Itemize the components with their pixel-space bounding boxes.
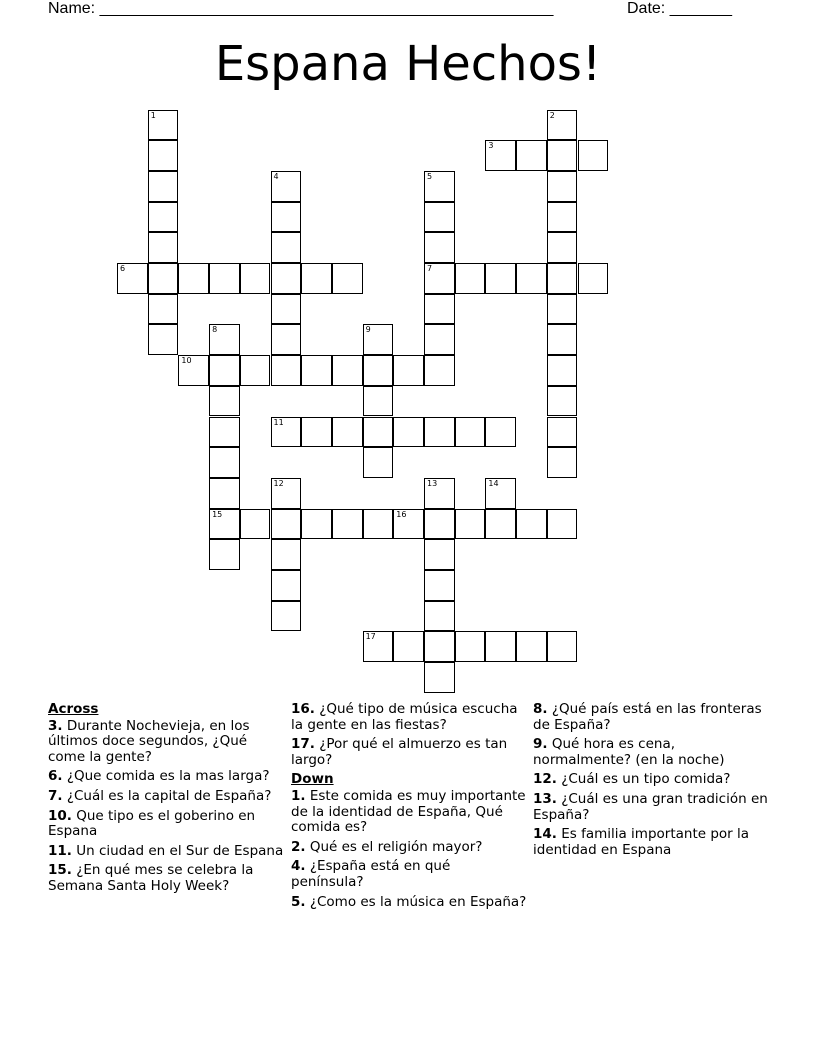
date-field-label: Date: _______ — [627, 0, 732, 17]
crossword-cell[interactable] — [363, 447, 394, 478]
crossword-cell[interactable] — [547, 447, 578, 478]
crossword-cell[interactable] — [363, 324, 394, 355]
crossword-cell[interactable] — [547, 140, 578, 171]
crossword-cell[interactable] — [547, 631, 578, 662]
crossword-cell[interactable] — [516, 263, 547, 294]
crossword-cell[interactable] — [547, 324, 578, 355]
clue-number: 3 — [488, 141, 494, 151]
crossword-cell[interactable] — [424, 232, 455, 263]
clue-number: 5 — [427, 171, 433, 181]
clue-item-number: 6. — [48, 768, 63, 785]
crossword-cell[interactable] — [424, 662, 455, 693]
crossword-cell[interactable] — [271, 171, 302, 202]
crossword-cell[interactable] — [424, 294, 455, 325]
crossword-cell[interactable] — [393, 631, 424, 662]
crossword-cell[interactable] — [547, 509, 578, 540]
crossword-cell[interactable] — [424, 171, 455, 202]
clue-item-number: 11. — [48, 842, 72, 859]
clue-item-text: Un ciudad en el Sur de Espana — [71, 842, 284, 859]
crossword-cell[interactable] — [301, 509, 332, 540]
clue-item-text: ¿España está en qué península? — [291, 858, 451, 890]
crossword-cell[interactable] — [301, 417, 332, 448]
clues-column-3 — [533, 702, 769, 862]
clue-item — [291, 895, 527, 911]
crossword-cell[interactable] — [424, 601, 455, 632]
crossword-cell[interactable] — [424, 202, 455, 233]
crossword-cell[interactable] — [547, 263, 578, 294]
crossword-cell[interactable] — [547, 110, 578, 141]
crossword-cell[interactable] — [271, 294, 302, 325]
clue-number: 11 — [273, 417, 284, 427]
crossword-cell[interactable] — [424, 355, 455, 386]
clue-item-text: Qué es el religión mayor? — [305, 838, 483, 855]
down-heading: Down — [291, 771, 334, 788]
crossword-cell[interactable] — [148, 202, 179, 233]
name-field-label: Name: ___________________________________________________ — [48, 0, 554, 17]
clue-item-text: Qué hora es cena, normalmente? (en la noche) — [533, 736, 725, 768]
crossword-cell[interactable] — [455, 631, 486, 662]
clue-number: 2 — [549, 110, 555, 120]
clue-item — [533, 827, 769, 858]
crossword-cell[interactable] — [271, 539, 302, 570]
crossword-cell[interactable] — [148, 294, 179, 325]
clue-item-number: 16. — [291, 701, 315, 717]
crossword-cell[interactable] — [240, 355, 271, 386]
clue-item — [48, 809, 284, 840]
clue-item-text: Este comida es muy importante de la identidad de España, Qué comida es? — [291, 787, 526, 836]
crossword-cell[interactable] — [485, 263, 516, 294]
crossword-cell[interactable] — [209, 539, 240, 570]
crossword-cell[interactable] — [363, 417, 394, 448]
crossword-cell[interactable] — [148, 324, 179, 355]
clue-item — [291, 840, 527, 856]
crossword-cell[interactable] — [363, 509, 394, 540]
crossword-cell[interactable] — [332, 355, 363, 386]
clue-number: 15 — [212, 509, 223, 519]
clue-item-number: 17. — [291, 736, 315, 753]
crossword-cell[interactable] — [209, 417, 240, 448]
crossword-cell[interactable] — [455, 263, 486, 294]
crossword-cell[interactable] — [209, 509, 240, 540]
clue-item-number: 15. — [48, 862, 72, 879]
crossword-cell[interactable] — [301, 355, 332, 386]
clue-item — [533, 702, 769, 733]
clue-item-text: ¿Qué país está en las fronteras de España? — [533, 701, 762, 733]
crossword-cell[interactable] — [178, 263, 209, 294]
clue-item-number: 14. — [533, 826, 557, 843]
clue-number: 4 — [273, 171, 279, 181]
crossword-cell[interactable] — [209, 263, 240, 294]
crossword-cell[interactable] — [455, 417, 486, 448]
crossword-cell[interactable] — [424, 324, 455, 355]
crossword-cell[interactable] — [485, 417, 516, 448]
crossword-cell[interactable] — [271, 601, 302, 632]
crossword-cell[interactable] — [332, 263, 363, 294]
clue-item — [291, 789, 527, 836]
clue-item-number: 8. — [533, 701, 548, 717]
crossword-cell[interactable] — [393, 509, 424, 540]
clue-number: 6 — [120, 264, 126, 273]
crossword-cell[interactable] — [271, 324, 302, 355]
clue-number: 8 — [212, 325, 218, 335]
crossword-cell[interactable] — [271, 478, 302, 509]
crossword-cell[interactable] — [271, 202, 302, 233]
crossword-cell[interactable] — [424, 570, 455, 601]
crossword-cell[interactable] — [424, 509, 455, 540]
across-heading: Across — [48, 701, 99, 717]
crossword-cell[interactable] — [516, 509, 547, 540]
crossword-cell[interactable] — [301, 263, 332, 294]
crossword-cell[interactable] — [485, 478, 516, 509]
crossword-cell[interactable] — [271, 232, 302, 263]
crossword-cell[interactable] — [178, 355, 209, 386]
crossword-cell[interactable] — [516, 140, 547, 171]
clue-number: 1 — [150, 110, 156, 120]
clue-item — [291, 702, 527, 733]
clue-item-text: ¿Cuál es la capital de España? — [62, 787, 272, 804]
clue-number: 16 — [396, 509, 407, 519]
crossword-cell[interactable] — [393, 355, 424, 386]
crossword-cell[interactable] — [547, 386, 578, 417]
crossword-cell[interactable] — [240, 263, 271, 294]
crossword-cell[interactable] — [271, 355, 302, 386]
clue-item-number: 1. — [291, 787, 306, 804]
clue-item — [533, 792, 769, 823]
clue-item-number: 5. — [291, 893, 306, 910]
clue-item-number: 10. — [48, 807, 72, 824]
crossword-cell[interactable] — [547, 294, 578, 325]
clue-item — [533, 772, 769, 788]
crossword-cell[interactable] — [363, 386, 394, 417]
crossword-cell[interactable] — [578, 140, 609, 171]
crossword-cell[interactable] — [455, 509, 486, 540]
clue-item-text: ¿Como es la música en España? — [305, 893, 527, 910]
crossword-cell[interactable] — [209, 478, 240, 509]
crossword-cell[interactable] — [271, 509, 302, 540]
clue-item — [48, 719, 284, 766]
clue-item-text: ¿En qué mes se celebra la Semana Santa Holy Week? — [48, 862, 254, 894]
crossword-cell[interactable] — [209, 386, 240, 417]
clue-item-text: ¿Que comida es la mas larga? — [62, 768, 270, 785]
clue-item-number: 13. — [533, 790, 557, 807]
crossword-cell[interactable] — [148, 110, 179, 141]
crossword-cell[interactable] — [393, 417, 424, 448]
crossword-cell[interactable] — [363, 355, 394, 386]
page-title: Espana Hechos! — [214, 36, 602, 92]
crossword-cell[interactable] — [485, 631, 516, 662]
clue-number: 12 — [273, 478, 284, 488]
clue-item-text: Durante Nochevieja, en los últimos doce segundos, ¿Qué come la gente? — [48, 717, 250, 765]
crossword-cell[interactable] — [363, 631, 394, 662]
crossword-cell[interactable] — [209, 324, 240, 355]
clue-item — [291, 859, 527, 890]
clue-number: 7 — [427, 264, 433, 273]
clue-item-number: 2. — [291, 838, 306, 855]
clue-item-text: Que tipo es el goberino en Espana — [48, 807, 256, 840]
crossword-cell[interactable] — [547, 355, 578, 386]
crossword-cell[interactable] — [332, 417, 363, 448]
clue-item — [48, 789, 284, 805]
crossword-cell[interactable] — [424, 417, 455, 448]
crossword-cell[interactable] — [424, 539, 455, 570]
clue-number: 17 — [365, 632, 376, 642]
crossword-cell[interactable] — [271, 417, 302, 448]
clue-item — [48, 844, 284, 860]
crossword-cell[interactable] — [209, 355, 240, 386]
crossword-cell[interactable] — [271, 263, 302, 294]
clue-item-text: ¿Por qué el almuerzo es tan largo? — [291, 736, 508, 768]
crossword-cell[interactable] — [240, 509, 271, 540]
clue-number: 10 — [181, 356, 192, 366]
crossword-cell[interactable] — [485, 140, 516, 171]
crossword-cell[interactable] — [148, 263, 179, 294]
clues-column-2 — [291, 702, 527, 914]
clue-item — [291, 737, 527, 768]
clue-item — [533, 737, 769, 768]
crossword-cell[interactable] — [332, 509, 363, 540]
clue-number: 14 — [488, 478, 499, 488]
crossword-cell[interactable] — [424, 478, 455, 509]
crossword-cell[interactable] — [209, 447, 240, 478]
crossword-cell[interactable] — [516, 631, 547, 662]
clue-item-number: 3. — [48, 717, 63, 734]
crossword-cell[interactable] — [547, 232, 578, 263]
clue-item-text: ¿Cuál es un tipo comida? — [556, 771, 731, 788]
clue-item — [48, 769, 284, 785]
clue-item-number: 12. — [533, 771, 557, 788]
clue-item-text: ¿Qué tipo de música escucha la gente en las fiestas? — [291, 701, 518, 733]
clue-item — [48, 863, 284, 894]
clue-item-number: 9. — [533, 736, 548, 753]
crossword-cell[interactable] — [547, 417, 578, 448]
crossword-cell[interactable] — [271, 570, 302, 601]
crossword-cell[interactable] — [578, 263, 609, 294]
crossword-cell[interactable] — [148, 171, 179, 202]
clues-column-1 — [48, 702, 284, 899]
crossword-cell[interactable] — [424, 263, 455, 294]
clue-number: 13 — [427, 478, 438, 488]
clue-item-text: Es familia importante por la identidad en Espana — [533, 826, 750, 858]
clue-item-text: ¿Cuál es una gran tradición en España? — [533, 790, 768, 823]
crossword-cell[interactable] — [547, 202, 578, 233]
crossword-cell[interactable] — [547, 171, 578, 202]
crossword-cell[interactable] — [424, 631, 455, 662]
crossword-cell[interactable] — [117, 263, 148, 294]
clue-item-number: 4. — [291, 858, 306, 875]
crossword-cell[interactable] — [148, 140, 179, 171]
crossword-cell[interactable] — [148, 232, 179, 263]
clue-item-number: 7. — [48, 787, 63, 804]
crossword-cell[interactable] — [485, 509, 516, 540]
clue-number: 9 — [365, 325, 371, 335]
